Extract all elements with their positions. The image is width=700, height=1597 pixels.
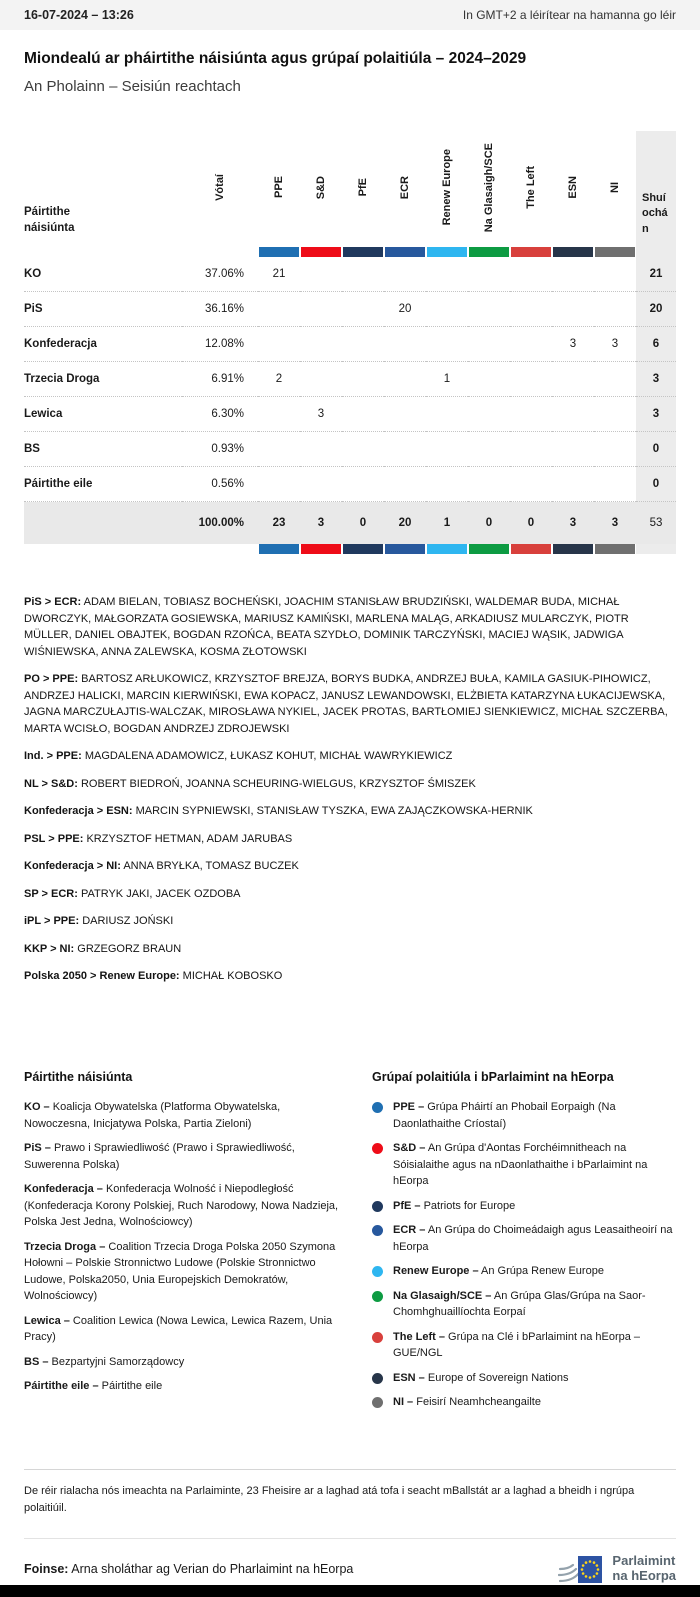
votes-cell: 6.30% [182, 397, 258, 432]
legend-item-trzecia-droga: Trzecia Droga – Coalition Trzecia Droga Polska 2050 Szymona Hołowni – Polskie Stronnictwo Ludowe (Polskie Stronnictwo Ludowe, Polska2050, Unia Europejskich Demokratów, Wolnościowcy) [24, 1240, 336, 1302]
topbar [0, 0, 700, 30]
table-row-lewica: Lewica 6.30% 3 3 [24, 397, 676, 432]
european-parliament-logo[interactable] [558, 1553, 676, 1585]
page-subtitle: An Pholainn – Seisiún reachtach [24, 78, 241, 95]
group-color-dot-ni [372, 1397, 383, 1408]
ep-logo-text: Parlaimint na hEorpa [612, 1553, 676, 1583]
member-list-nl-sd: NL > S&D: ROBERT BIEDROŃ, JOANNA SCHEURING-WIELGUS, KRZYSZTOF ŚMISZEK [24, 777, 476, 790]
member-list-konfederacja-ni: Konfederacja > NI: ANNA BRYŁKA, TOMASZ BUCZEK [24, 860, 299, 872]
title-block [0, 30, 700, 95]
legend-group-ni: NI – Feisirí Neamhcheangailte [372, 1394, 676, 1411]
table-row-ko: KO 37.06% 21 21 [24, 257, 676, 292]
group-color-dot-pfe [372, 1201, 383, 1212]
group-color-bar-pfe [343, 247, 383, 257]
member-list-po-ppe: PO > PPE: BARTOSZ ARŁUKOWICZ, KRZYSZTOF BREJZA, BORYS BUDKA, ANDRZEJ BUŁA, KAMILA GASIUK-PIHOWICZ, ANDRZEJ HALICKI, MARCIN KIERWIŃSKI, EWA KOPACZ, JANUSZ LEWANDOWSKI, ELŻBIETA KATARZYNA ŁUKACIJEWSKA, JAGNA MARCZUŁAJTIS-WALCZAK, MIROSŁAWA NYKIEL, JACEK PROTAS, BARTŁOMIEJ SIENKIEWICZ, MICHAŁ SZCZERBA, MARTA WCISŁO, BOGDAN ANDRZEJ ZDROJEWSKI [24, 673, 668, 735]
table-row-pis: PiS 36.16% 20 20 [24, 292, 676, 327]
party-cell: KO [24, 257, 182, 292]
footer [0, 1469, 700, 1585]
legend-group-esn: ESN – Europe of Sovereign Nations [372, 1370, 676, 1387]
timezone-note: In GMT+2 a léirítear na hamanna go léir [462, 8, 676, 22]
page-title: Miondealú ar pháirtithe náisiúnta agus grúpaí polaitiúla – 2024–2029 [24, 50, 527, 67]
member-list-polska2050-renew: Polska 2050 > Renew Europe: MICHAŁ KOBOSKO [24, 970, 283, 982]
votes-cell: 36.16% [182, 292, 258, 327]
group-color-bar-row-bottom [24, 544, 676, 554]
party-cell: Konfederacja [24, 327, 182, 362]
party-cell: Páirtithe eile [24, 467, 182, 502]
table-row-pairtithe-eile [24, 467, 676, 502]
seats-cell: 0 [636, 432, 676, 467]
group-color-bar-ecr [385, 247, 425, 257]
legend-group-left: The Left – Grúpa na Clé i bParlaimint na hEorpa – GUE/NGL [372, 1329, 676, 1362]
table-row-bs [24, 432, 676, 467]
legend-political-groups [372, 1069, 676, 1419]
group-color-dot-esn [372, 1373, 383, 1384]
seats-cell: 20 [636, 292, 676, 327]
legend-group-renew: Renew Europe – An Grúpa Renew Europe [372, 1263, 676, 1280]
col-header-pfe: PfE [357, 178, 369, 197]
col-header-ecr: ECR [399, 175, 411, 200]
party-cell: Lewica [24, 397, 182, 432]
legend-item-pis: PiS – Prawo i Sprawiedliwość (Prawo i Sprawiedliwość, Suwerenna Polska) [24, 1142, 295, 1171]
group-color-dot-ppe [372, 1102, 383, 1113]
row-header-label: Páirtithe náisiúnta [24, 205, 75, 235]
seats-cell: 3 [636, 397, 676, 432]
member-list-ipl-ppe: iPL > PPE: DARIUSZ JOŃSKI [24, 915, 174, 927]
group-color-bar-ni [595, 247, 635, 257]
table-total-row: 100.00% 23 3 0 20 1 0 0 3 3 53 [24, 502, 676, 544]
total-votes-cell: 100.00% [182, 502, 258, 544]
col-header-votes: Vótaí [214, 174, 226, 201]
ep-logo-mark [558, 1553, 604, 1585]
legend-item-lewica: Lewica – Coalition Lewica (Nowa Lewica, Lewica Razem, Unia Pracy) [24, 1314, 333, 1343]
votes-cell: 0.93% [182, 432, 258, 467]
member-list-pis-ecr: PiS > ECR: ADAM BIELAN, TOBIASZ BOCHEŃSKI, JOACHIM STANISŁAW BRUDZIŃSKI, WALDEMAR BUDA, MICHAŁ DWORCZYK, MAŁGORZATA GOSIEWSKA, MARIUSZ KAMIŃSKI, MARLENA MALĄG, ARKADIUSZ MULARCZYK, PIOTR MÜLLER, DANIEL OBAJTEK, BOGDAN RZOŃCA, BEATA SZYDŁO, DOMINIK TARCZYŃSKI, MACIEJ WĄSIK, JADWIGA WIŚNIEWSKA, ANNA ZALEWSKA, KOSMA ZŁOTOWSKI [24, 596, 629, 658]
legend-group-pfe: PfE – Patriots for Europe [372, 1198, 676, 1215]
table-row-konfederacja: Konfederacja 12.08% 3 3 6 [24, 327, 676, 362]
party-cell: PiS [24, 292, 182, 327]
col-header-left: The Left [525, 166, 537, 209]
group-color-bar-ppe [259, 247, 299, 257]
seats-cell: 0 [636, 467, 676, 502]
votes-cell: 6.91% [182, 362, 258, 397]
seats-cell: 6 [636, 327, 676, 362]
datetime-label: 16-07-2024 – 13:26 [24, 8, 134, 22]
divider [24, 1469, 676, 1470]
col-header-esn: ESN [567, 176, 579, 199]
legend-group-greens: Na Glasaigh/SCE – An Grúpa Glas/Grúpa na Saor-Chomhghuaillíochta Eorpaí [372, 1288, 676, 1321]
group-color-bar-esn [553, 247, 593, 257]
group-color-dot-left [372, 1332, 383, 1343]
legend-item-konfederacja: Konfederacja – Konfederacja Wolność i Niepodległość (Konfederacja Korony Polskiej, Ruch Narodowy, Nowa Nadzieja, Polska Jest Jedna, Wolnościowcy) [24, 1183, 339, 1228]
results-table-wrap [24, 131, 676, 554]
col-header-seats: Shuíochán [636, 131, 676, 247]
member-list-sp-ecr: SP > ECR: PATRYK JAKI, JACEK OZDOBA [24, 887, 241, 900]
col-header-sd: S&D [315, 175, 327, 200]
group-color-bar-row [24, 247, 676, 257]
group-color-bar-greens [469, 247, 509, 257]
seats-cell: 21 [636, 257, 676, 292]
group-color-bar-renew [427, 247, 467, 257]
legend-item-pairtithe-eile: Páirtithe eile – Páirtithe eile [24, 1380, 163, 1392]
member-lists [24, 594, 676, 985]
results-table [24, 131, 676, 554]
votes-cell: 0.56% [182, 467, 258, 502]
col-header-greens: Na Glasaigh/SCE [483, 142, 495, 233]
legend [24, 1069, 676, 1419]
member-list-kkp-ni: KKP > NI: GRZEGORZ BRAUN [24, 942, 182, 955]
member-list-konfederacja-esn: Konfederacja > ESN: MARCIN SYPNIEWSKI, STANISŁAW TYSZKA, EWA ZAJĄCZKOWSKA-HERNIK [24, 805, 533, 817]
legend-item-bs: BS – Bezpartyjni Samorządowcy [24, 1355, 185, 1368]
col-header-ni: NI [609, 182, 621, 193]
group-color-dot-renew [372, 1266, 383, 1277]
group-color-bar-sd [301, 247, 341, 257]
seats-cell: 3 [636, 362, 676, 397]
party-cell: Trzecia Droga [24, 362, 182, 397]
total-seats-cell: 53 [636, 502, 676, 544]
group-color-dot-greens [372, 1291, 383, 1302]
group-color-dot-sd [372, 1143, 383, 1154]
legend-group-ppe: PPE – Grúpa Pháirtí an Phobail Eorpaigh (Na Daonlathaithe Críostaí) [372, 1099, 676, 1132]
party-cell: BS [24, 432, 182, 467]
legend-group-sd: S&D – An Grúpa d'Aontas Forchéimnitheach na Sóisialaithe agus na nDaonlathaithe i bParlaimint na hEorpa [372, 1140, 676, 1190]
table-header-row [24, 131, 676, 247]
legend-left-title: Páirtithe náisiúnta [24, 1069, 133, 1084]
col-header-ppe: PPE [273, 176, 285, 199]
group-color-bar-left [511, 247, 551, 257]
votes-cell: 12.08% [182, 327, 258, 362]
member-list-ind-ppe: Ind. > PPE: MAGDALENA ADAMOWICZ, ŁUKASZ KOHUT, MICHAŁ WAWRYKIEWICZ [24, 750, 453, 762]
table-row-trzecia-droga: Trzecia Droga 6.91% 2 1 3 [24, 362, 676, 397]
legend-item-ko: KO – Koalicja Obywatelska (Platforma Obywatelska, Nowoczesna, Inicjatywa Polska, Partia Zieloni) [24, 1101, 281, 1130]
legend-group-ecr: ECR – An Grúpa do Choimeádaigh agus Leasaitheoirí na hEorpa [372, 1222, 676, 1255]
source-note: Foinse: Arna sholáthar ag Verian do Pharlaimint na hEorpa [24, 1562, 354, 1576]
bottom-black-bar [0, 1585, 700, 1597]
votes-cell: 37.06% [182, 257, 258, 292]
rules-footnote: De réir rialacha nós imeachta na Parlaiminte, 23 Fheisire ar a laghad atá tofa i seacht mBallstát ar a laghad a bheidh i ngrúpa polaitiúil. [24, 1485, 635, 1514]
source-row [24, 1538, 676, 1585]
member-list-psl-ppe: PSL > PPE: KRZYSZTOF HETMAN, ADAM JARUBAS [24, 832, 293, 845]
col-header-renew: Renew Europe [441, 149, 453, 226]
legend-right-title: Grúpaí polaitiúla i bParlaimint na hEorpa [372, 1069, 614, 1084]
legend-national-parties [24, 1069, 348, 1419]
group-color-dot-ecr [372, 1225, 383, 1236]
